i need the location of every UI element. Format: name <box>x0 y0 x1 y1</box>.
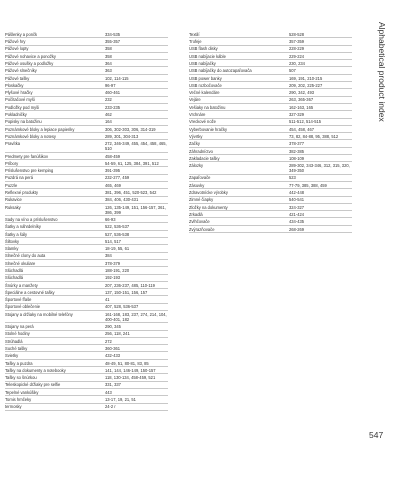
index-entry-name: Reflexné produkty <box>5 190 38 196</box>
index-entry-name: Špeciálne a cestovné tašky <box>5 289 55 295</box>
index-entry-pages: 331, 337 <box>105 382 121 388</box>
index-entry <box>189 155 352 162</box>
index-entry-pages: 13-17, 19, 21, 51 <box>105 397 136 403</box>
index-entry-pages: 77-79, 385, 388, 459 <box>289 182 327 188</box>
index-entry-pages: 228-229 <box>289 46 305 52</box>
index-entry-name: Strúhadlá <box>5 338 23 344</box>
index-entry-name: Zásuvky <box>189 182 205 188</box>
index-entry-pages: 355-357 <box>105 39 121 45</box>
index-entry-name: Pážové nohavice a ponožky <box>5 53 56 59</box>
index-entry-pages: 364 <box>105 60 112 66</box>
index-entry-pages: 434-435 <box>289 219 305 225</box>
index-entry-pages: 41 <box>105 297 110 303</box>
index-entry <box>189 60 352 67</box>
index-entry <box>189 82 352 89</box>
index-entry <box>5 404 168 411</box>
index-entry <box>5 175 168 182</box>
index-entry <box>189 133 352 140</box>
index-entry-pages: 230, 234 <box>289 60 305 66</box>
index-entry-name: USB nabíjacie káble <box>189 53 226 59</box>
index-entry-pages: 162-163, 165 <box>289 104 314 110</box>
index-entry-name: Slúchadlá <box>5 275 23 281</box>
index-entry <box>5 133 168 140</box>
index-entry-name: Príslušenstvo pre kemping <box>5 168 54 174</box>
index-entry-pages: 96-97 <box>105 82 116 88</box>
index-entry-pages: 169, 191, 210-215 <box>289 75 323 81</box>
index-entry-pages: 192-193 <box>105 275 121 281</box>
index-entry <box>189 140 352 147</box>
index-entry-name: Pravítka <box>5 141 21 147</box>
index-entry-pages: 378-379 <box>105 260 121 266</box>
index-entry-pages: 272 <box>105 338 112 344</box>
index-entry-name: Šatky a šály <box>5 231 28 237</box>
index-entry <box>5 253 168 260</box>
index-entry <box>5 153 168 160</box>
index-entry-pages: 188-191, 220 <box>105 268 130 273</box>
index-entry-pages: 233-235 <box>105 104 121 110</box>
index-entry <box>5 282 168 289</box>
index-entry-name: Večné kalendáre <box>189 90 220 96</box>
index-entry-pages: 207, 236-237, 485, 110-119 <box>105 282 155 288</box>
index-entry <box>189 197 352 204</box>
index-entry-name: Ploskačky <box>5 82 24 88</box>
index-entry-pages: 126, 135-149, 151, 156-157, 361, 386, 399 <box>105 204 166 215</box>
index-entry-pages: 48-49, 51, 80-81, 83, 85 <box>105 360 149 366</box>
index-entry-pages: 66-93 <box>105 216 116 222</box>
index-entry-name: Vejáre <box>189 97 201 103</box>
index-entry <box>5 53 168 60</box>
index-entry <box>5 75 168 82</box>
index-entry <box>5 167 168 174</box>
index-entry <box>5 389 168 396</box>
index-entry-pages: 289, 301, 304-313 <box>105 133 139 139</box>
index-entry-name: Sady na víno a príslušenstvo <box>5 216 58 222</box>
index-entry <box>5 216 168 223</box>
index-entry-pages: 161-168, 183, 237, 274, 214, 104, 400-401, 182 <box>105 311 167 322</box>
index-entry-pages: 381, 396, 451, 520-523, 542 <box>105 190 157 196</box>
index-entry-name: Vyberbovanie hračky <box>189 126 228 132</box>
index-entry-pages: 141, 144, 146-149, 150-157 <box>105 367 156 373</box>
index-entry-pages: 324-327 <box>289 204 305 210</box>
index-entry <box>189 204 352 211</box>
index-entry <box>5 289 168 296</box>
index-entry-pages: 18-19, 55, 61 <box>105 246 130 252</box>
index-entry <box>189 175 352 182</box>
index-entry <box>5 97 168 104</box>
index-entry <box>5 160 168 167</box>
index-entry <box>5 323 168 330</box>
index-entry-name: Predmety pre fanúšikov <box>5 153 49 159</box>
index-entry-name: Zvýrazňovače <box>189 226 215 232</box>
index-title-vertical <box>373 22 393 142</box>
index-entry <box>5 126 168 133</box>
index-entry <box>189 97 352 104</box>
index-entry <box>5 304 168 311</box>
index-entry-pages: 306, 302-303, 306, 314-319 <box>105 126 156 132</box>
index-entry <box>189 182 352 189</box>
index-entry-pages: 465, 469 <box>105 182 121 188</box>
index-entry-pages: 118, 130-134, 458-459, 521 <box>105 375 156 381</box>
index-entry-pages: 458-459 <box>105 153 121 159</box>
index-entry-name: Záhradníctvo <box>189 148 213 154</box>
index-entry <box>189 75 352 82</box>
index-entry-pages: 378-377 <box>289 141 305 147</box>
index-entry-name: Zvlhčovače <box>189 219 210 225</box>
index-entry-name: Poznámkové bloky a notesy <box>5 133 56 139</box>
index-entry <box>189 119 352 126</box>
index-entry <box>5 345 168 352</box>
index-entry <box>189 126 352 133</box>
index-entry-name: termosky <box>5 404 22 410</box>
index-entry-name: Trofeje <box>189 39 202 45</box>
index-entry-name: Príbory <box>5 160 19 166</box>
index-entry-name: Rukavice <box>5 197 22 203</box>
index-entry-name: Vešiaky na batožinu <box>189 104 226 110</box>
index-entry-name: Zakladacie tašky <box>189 155 220 161</box>
index-entry-name: USB nabíjačky do autozapaľovača <box>189 68 252 74</box>
index-entry <box>5 382 168 389</box>
index-entry-pages: 137, 150-151, 156, 157 <box>105 289 148 295</box>
index-entry-name: Stolné hodiny <box>5 331 30 337</box>
index-entry <box>189 38 352 45</box>
index-entry-pages: 391-395 <box>105 168 121 174</box>
index-entry <box>189 148 352 155</box>
index-entry <box>5 46 168 53</box>
index-entry-name: Puzzle <box>5 182 18 188</box>
index-entry <box>5 89 168 96</box>
index-entry-name: Pážové tašky <box>5 75 30 81</box>
index-entry <box>5 38 168 45</box>
index-entry <box>5 189 168 196</box>
index-entry-pages: 462 <box>105 112 112 118</box>
index-entry-pages: 384, 406, 430-431 <box>105 197 139 203</box>
index-entry-name: Podložky pod myši <box>5 104 40 110</box>
index-entry <box>5 360 168 367</box>
index-entry-pages: 229-224 <box>289 53 305 59</box>
index-entry-pages: 522, 536-537 <box>105 224 130 230</box>
index-entry <box>189 111 352 118</box>
index-entry-name: Ruksaky <box>5 204 21 210</box>
index-entry-name: Počítačové myši <box>5 97 35 103</box>
index-entry <box>5 223 168 230</box>
index-entry <box>189 67 352 74</box>
index-entry-pages: 358 <box>105 53 112 59</box>
page-number: 547 <box>369 430 384 440</box>
index-entry-pages: 357-359 <box>289 39 305 45</box>
index-entry-name: Športové fľaše <box>5 297 32 303</box>
index-entry-pages: 528-528 <box>289 31 305 37</box>
index-entry <box>5 396 168 403</box>
index-entry-name: Teleskopické držiaky pre selfie <box>5 382 61 388</box>
index-entry-pages: 407, 528, 536-537 <box>105 304 139 310</box>
index-entry-name: USB power banky <box>189 75 222 81</box>
index-entry <box>5 182 168 189</box>
index-entry <box>5 267 168 274</box>
index-entry-pages: 442-448 <box>289 190 305 196</box>
index-entry-pages: 382-385 <box>289 148 305 154</box>
index-entry <box>5 311 168 323</box>
index-entry-name: Šiltovky <box>5 238 20 244</box>
index-entry <box>5 238 168 245</box>
index-entry <box>5 204 168 216</box>
index-entry <box>5 331 168 338</box>
index-entry <box>189 31 352 38</box>
index-entry-pages: 384 <box>105 253 112 259</box>
index-entry-name: Tepelné vankúšiky <box>5 389 39 395</box>
index-entry-pages: 290, 342, 493 <box>289 90 315 96</box>
index-entry <box>5 260 168 267</box>
index-title: Alphabetical product index <box>377 22 387 122</box>
index-entry-name: Vývrtky <box>189 133 203 139</box>
index-entry <box>189 89 352 96</box>
index-entry-name: Pášlenky a pončk <box>5 31 38 37</box>
index-entry <box>5 275 168 282</box>
index-entry-name: Zálozky <box>189 163 204 169</box>
index-entry-name: Tašky a puzdra <box>5 360 33 366</box>
index-entry-name: USB rozbočovače <box>189 82 222 88</box>
index-entry-name: Tašky na dokumenty a notebooky <box>5 367 66 373</box>
index-entry-pages: 54-59, 61, 125, 384, 391, 512 <box>105 160 159 166</box>
index-entry <box>5 82 168 89</box>
index-column-right <box>189 31 352 233</box>
index-entry-name: Zrkadlá <box>189 211 203 217</box>
index-entry <box>5 31 168 38</box>
index-entry-pages: 102, 114-115 <box>105 75 129 81</box>
index-entry <box>189 226 352 233</box>
index-entry-name: Pokladničky <box>5 112 27 118</box>
index-entry-name: Zdravotnícke výrobky <box>189 190 228 196</box>
index-entry <box>5 197 168 204</box>
index-entry-name: Slamky <box>5 246 19 252</box>
index-entry-name: Zapaľovače <box>189 175 211 181</box>
index-entry-pages: 511-512, 514-515 <box>289 119 322 125</box>
index-entry-name: Športové oblečenie <box>5 304 41 310</box>
index-entry-name: Zložky na dokumenty <box>189 204 228 210</box>
index-entry-pages: 432-433 <box>105 353 121 359</box>
index-entry-pages: 290, 345 <box>105 324 121 330</box>
index-entry <box>189 211 352 218</box>
index-entry-name: Pážové lopty <box>5 46 29 52</box>
index-entry-pages: 443 <box>105 389 112 395</box>
index-column-left <box>5 31 168 411</box>
index-entry <box>189 53 352 60</box>
index-entry-name: Plyšové hračky <box>5 90 33 96</box>
index-entry-pages: 327-329 <box>289 112 305 118</box>
index-entry-pages: 363 <box>105 68 112 74</box>
index-entry-pages: 272, 346-349, 455, 454, 458, 465, 510 <box>105 141 167 152</box>
index-entry <box>5 140 168 152</box>
index-entry-name: Začky <box>189 141 200 147</box>
index-entry-name: Pážové osušky a podložky <box>5 60 54 66</box>
index-entry <box>189 189 352 196</box>
index-entry-pages: 24-2 r <box>105 404 116 410</box>
index-entry-name: Popisky na batožinu <box>5 119 42 125</box>
index-entry <box>189 104 352 111</box>
index-entry-pages: 523 <box>289 175 296 181</box>
index-entry-pages: 232-277, 459 <box>105 175 130 181</box>
index-entry-name: Pážové hry <box>5 39 26 45</box>
index-entry-pages: 108-109 <box>289 155 305 161</box>
index-entry-name: Textilí <box>189 31 200 37</box>
index-entry <box>5 231 168 238</box>
index-entry-pages: 527, 536-538 <box>105 231 130 237</box>
index-entry-name: USB nabíjačky <box>189 60 216 66</box>
index-entry-name: Tašky so šnúrkou <box>5 375 37 381</box>
index-entry <box>5 67 168 74</box>
index-entry-pages: 289-302, 343-346, 312, 315, 320, 349-350 <box>289 163 350 174</box>
index-entry-name: Zimné čiapky <box>189 197 214 203</box>
index-entry-pages: 540-541 <box>289 197 305 203</box>
index-entry <box>5 111 168 118</box>
index-entry-name: USB flash disky <box>189 46 218 52</box>
index-entry-name: Šnúrky a manžety <box>5 282 38 288</box>
index-entry-pages: 514, 517 <box>105 238 121 244</box>
index-entry <box>5 119 168 126</box>
index-entry <box>189 218 352 225</box>
index-entry <box>5 104 168 111</box>
index-entry-pages: 454, 458, 467 <box>289 126 315 132</box>
index-entry-name: Suché tašky <box>5 345 28 351</box>
index-entry <box>5 296 168 303</box>
index-entry-pages: 268-269 <box>289 226 305 232</box>
index-entry <box>5 245 168 252</box>
index-entry-pages: 263, 365-367 <box>289 97 314 103</box>
index-entry-pages: 460-461 <box>105 90 121 96</box>
index-entry-pages: 360-361 <box>105 345 121 351</box>
index-entry <box>5 367 168 374</box>
index-entry <box>189 162 352 174</box>
index-entry-name: Svietky <box>5 353 19 359</box>
index-entry <box>5 338 168 345</box>
index-entry-pages: 73, 82, 84-88, 95, 388, 512 <box>289 133 339 139</box>
index-entry <box>5 352 168 359</box>
index-entry-pages: 232 <box>105 97 112 103</box>
index-entry <box>189 46 352 53</box>
index-entry-name: Stojany na perá <box>5 324 34 330</box>
index-entry-name: Poznámkové bloky a lepiace papieriky <box>5 126 75 132</box>
index-entry-pages: 358 <box>105 46 112 52</box>
index-entry-name: Vreckové nože <box>189 119 216 125</box>
index-entry <box>5 60 168 67</box>
index-entry-name: Puzdrá na perá <box>5 175 33 181</box>
index-entry-name: Slnečné clony do auta <box>5 253 46 259</box>
index-entry-name: Slúchadlá <box>5 268 23 273</box>
index-entry-name: Slnečné okuliare <box>5 260 36 266</box>
index-entry-name: Stojany a držiaky na mobilné telefóny <box>5 311 73 317</box>
index-entry-name: Pážové slnečníky <box>5 68 37 74</box>
index-entry-pages: 421-424 <box>289 211 305 217</box>
index-entry-pages: 256, 118, 241 <box>105 331 130 337</box>
index-entry-name: Šatky a náhrdelníky <box>5 224 41 230</box>
index-entry-pages: 209, 202, 225-227 <box>289 82 323 88</box>
index-entry <box>5 374 168 381</box>
index-entry-pages: 334-535 <box>105 31 121 37</box>
index-entry-pages: 507 <box>289 68 296 74</box>
index-entry-name: Vrchnáre <box>189 112 206 118</box>
index-entry-pages: 164 <box>105 119 112 125</box>
index-entry-name: Tomis hrnčeky <box>5 397 32 403</box>
